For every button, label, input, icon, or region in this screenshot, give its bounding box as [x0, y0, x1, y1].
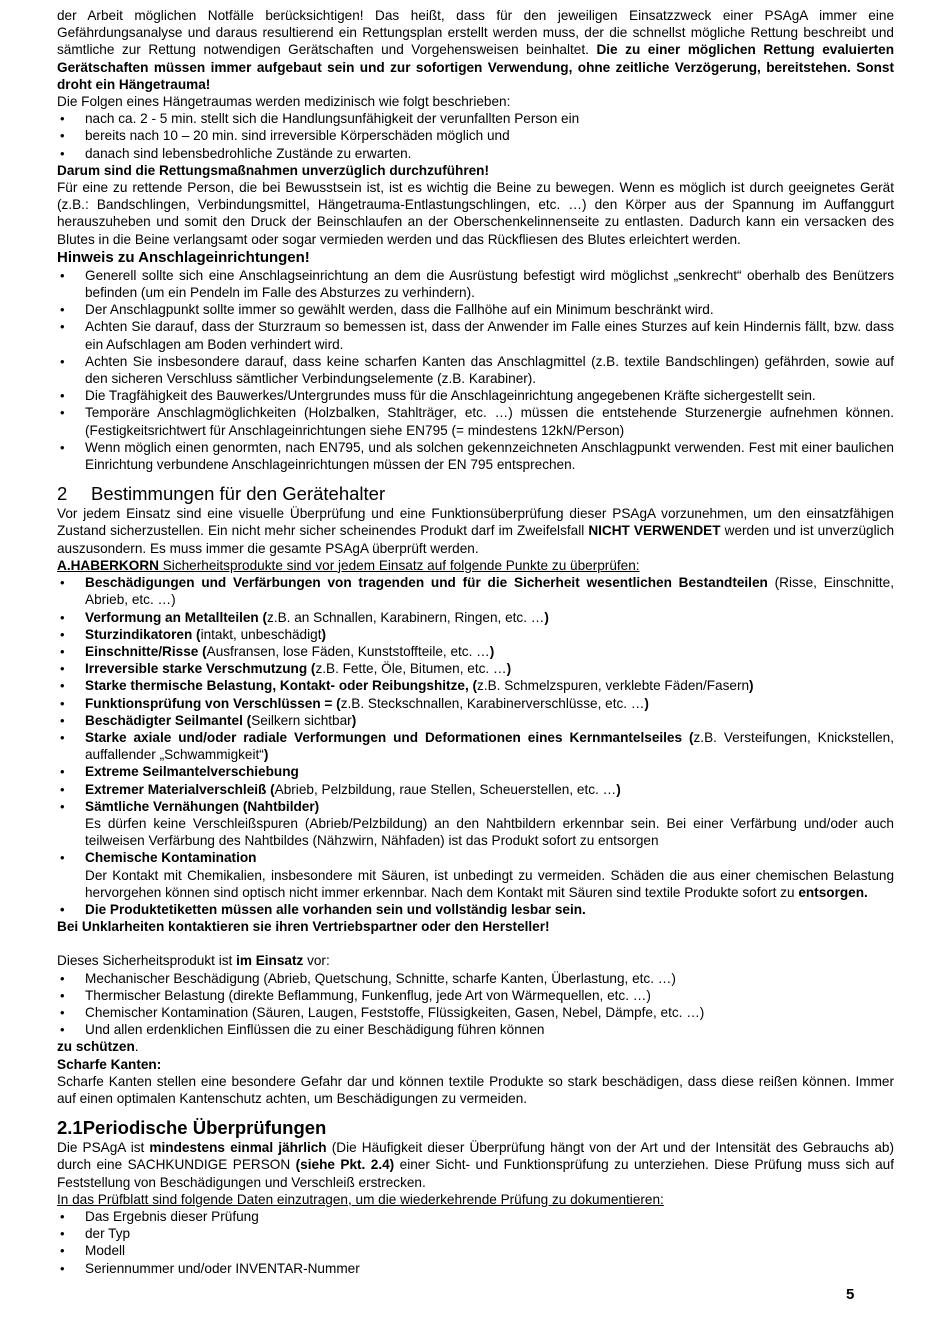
- protection-intro: Dieses Sicherheitsprodukt ist im Einsatz vor:: [57, 953, 330, 969]
- rescue-urgent-note: Darum sind die Rettungsmaßnahmen unverzüglich durchzuführen!: [57, 162, 490, 178]
- inspection-sheet-intro: In das Prüfblatt sind folgende Daten einzutragen, um die wiederkehrende Prüfung zu dokumentieren:: [57, 1191, 664, 1207]
- check-item: • Beschädigungen und Verfärbungen von tragenden und für die Sicherheit wesentlichen Bestandteilen (Risse, Einschnitte, Abrieb, etc. …): [57, 574, 894, 608]
- check-item: • Verformung an Metallteilen (z.B. an Schnallen, Karabinern, Ringen, etc. …): [57, 609, 894, 626]
- list-item: • danach sind lebensbedrohliche Zustände zu erwarten.: [57, 145, 894, 162]
- list-item: • Modell: [57, 1242, 894, 1259]
- section-title: Periodische Überprüfungen: [82, 1117, 327, 1139]
- consequences-list: [57, 110, 894, 162]
- rescue-equipment-note: Die zu einer möglichen Rettung evaluierten Gerätschaften müssen immer aufgebaut sein und zur sofortigen Verwendung, ohne zeitliche Verzögerung, bereitstehen. Sonst droht ein Hängetrauma!: [57, 42, 894, 92]
- anchor-heading: Hinweis zu Anschlageinrichtungen!: [57, 248, 310, 266]
- check-item: • Starke axiale und/oder radiale Verformungen und Deformationen eines Kernmantelseiles (z.B. Versteifungen, Knickstellen, auffallender „Schwammigkeit“): [57, 729, 894, 763]
- brand-name: A.HABERKORN: [57, 557, 159, 573]
- check-item: • Einschnitte/Risse (Ausfransen, lose Fäden, Kunststoffteile, etc. …): [57, 643, 894, 660]
- list-item: • Mechanischer Beschädigung (Abrieb, Quetschung, Schnitte, scharfe Kanten, Überlastung, etc. …): [57, 970, 894, 987]
- periodic-check-paragraph: Die PSAgA ist mindestens einmal jährlich (Die Häufigkeit dieser Überprüfung hängt von der Art und der Intensität des Gebrauchs ab) durch eine SACHKUNDIGE PERSON (siehe Pkt. 2.4) einer Sicht- und Funktionsprüfung zu unterziehen. Diese Prüfung muss sich auf Feststellung von Beschädigungen und Verschleiß erstrecken.: [57, 1140, 894, 1190]
- check-intro: A.HABERKORN Sicherheitsprodukte sind vor jedem Einsatz auf folgende Punkte zu überprüfen:: [57, 557, 640, 573]
- check-item: • Funktionsprüfung von Verschlüssen = (z.B. Steckschnallen, Karabinerverschlüsse, etc. …): [57, 695, 894, 712]
- check-item: • Irreversible starke Verschmutzung (z.B. Fette, Öle, Bitumen, etc. …): [57, 660, 894, 677]
- consequences-intro: Die Folgen eines Hängetraumas werden medizinisch wie folgt beschrieben:: [57, 94, 511, 110]
- section-title: Bestimmungen für den Gerätehalter: [91, 483, 386, 505]
- page-number: 5: [846, 1286, 855, 1303]
- sharp-edges-paragraph: Scharfe Kanten stellen eine besondere Gefahr dar und können textile Produkte so stark beschädigen, dass diese reißen können. Immer auf einen optimalen Kantenschutz achten, um Beschädigungen zu vermeiden.: [57, 1073, 894, 1106]
- list-item: • Der Anschlagpunkt sollte immer so gewählt werden, dass die Fallhöhe auf ein Minimum beschränkt wird.: [57, 301, 894, 318]
- list-item: • Seriennummer und/oder INVENTAR-Nummer: [57, 1260, 894, 1277]
- list-item: • Wenn möglich einen genormten, nach EN795, und als solchen gekennzeichneten Anschlagpunkt verwenden. Fest mit einer baulichen Einrichtung verbundene Anschlageinrichtungen müssen der EN 795 entsprechen.: [57, 439, 894, 473]
- list-item: • Achten Sie insbesondere darauf, dass keine scharfen Kanten das Anschlagmittel (z.B. textile Bandschlingen) gefährden, sowie auf den sicheren Verschluss sämtlicher Verbindungselemente (z.B. Karabiner).: [57, 353, 894, 387]
- hazard-list: [57, 970, 894, 1039]
- check-item: • Beschädigter Seilmantel (Seilkern sichtbar): [57, 712, 894, 729]
- check-item: • Extreme Seilmantelverschiebung: [57, 763, 894, 780]
- protection-outro: zu schützen.: [57, 1039, 139, 1055]
- check-item-chemical: • Chemische Kontamination Der Kontakt mit Chemikalien, insbesondere mit Säuren, ist unbedingt zu vermeiden. Schäden die aus einer chemischen Belastung hervorgehen können sind optisch nicht immer erkennbar. Nach dem Kontakt mit Säuren sind textile Produkte sofort zu entsorgen.: [57, 849, 894, 901]
- check-item-seams: • Sämtliche Vernähungen (Nahtbilder) Es dürfen keine Verschleißspuren (Abrieb/Pelzbildung) an den Nahtbildern erkennbar sein. Bei einer Verfärbung und/oder auch teilweisen Verfärbung des Nahtbildes (Nähzwirn, Nähfaden) ist das Produkt sofort zu entsorgen: [57, 798, 894, 850]
- document-page: [57, 7, 894, 1277]
- section-2-intro: Vor jedem Einsatz sind eine visuelle Überprüfung und eine Funktionsüberprüfung dieser PSAgA vorzunehmen, um den einsatzfähigen Zustand sicherzustellen. Ein nicht mehr sicher scheinendes Produkt darf im Zweifelsfall NICHT VERWENDET werden und ist unverzüglich auszusondern. Es muss immer die gesamte PSAgA überprüft werden.: [57, 506, 895, 556]
- section-2-1-heading: [57, 1116, 894, 1139]
- list-item: • Das Ergebnis dieser Prüfung: [57, 1208, 894, 1225]
- list-item: • Achten Sie darauf, dass der Sturzraum so bemessen ist, dass der Anwender im Falle eines Sturzes auf kein Hindernis fällt, bzw. dass ein Aufschlagen am Boden verhindert wird.: [57, 318, 894, 352]
- anchor-list: [57, 267, 894, 473]
- contact-note: Bei Unklarheiten kontaktieren sie ihren Vertriebspartner oder den Hersteller!: [57, 919, 550, 935]
- section-2-heading: [57, 482, 894, 505]
- intro-paragraph: der Arbeit möglichen Notfälle berücksichtigen! Das heißt, dass für den jeweiligen Einsatzzweck einer PSAgA immer eine Gefährdungsanalyse und daraus resultierend ein Rettungsplan erstellt werden muss, der die schnellst mögliche Rettung beschreibt und sämtliche zur Rettung notwendigen Gerätschaften und Vorgehensweisen beinhaltet. Die zu einer möglichen Rettung evaluierten Gerätschaften müssen immer aufgebaut sein und zur sofortigen Verwendung, ohne zeitliche Verzögerung, bereitstehen. Sonst droht ein Hängetrauma!: [57, 8, 894, 92]
- conscious-person-paragraph: Für eine zu rettende Person, die bei Bewusstsein ist, ist es wichtig die Beine zu bewegen. Wenn es möglich ist durch geeignetes Gerät (z.B.: Bandschlingen, Verbindungsmittel, Hängetrauma-Entlastungschlingen, etc. …) den Körper aus der Spannung im Auffanggurt herauszuheben und somit den Druck der Beinschlaufen an der Oberschenkelinnenseite zu entlasten. Dadurch kann ein versacken des Blutes in die Beine verlangsamt oder sogar vermieden werden und das Rückfliesen des Blutes erleichtert werden.: [57, 180, 894, 247]
- check-list: [57, 574, 894, 918]
- list-item: • Temporäre Anschlagmöglichkeiten (Holzbalken, Stahlträger, etc. …) müssen die entstehende Sturzenergie aufnehmen können. (Festigkeitsrichtwert für Anschlageinrichtungen siehe EN795 (= mindestens 12kN/Person): [57, 404, 894, 438]
- inspection-fields-list: [57, 1208, 894, 1277]
- list-item: • Thermischer Belastung (direkte Beflammung, Funkenflug, jede Art von Wärmequellen, etc. …): [57, 987, 894, 1004]
- list-item: • Generell sollte sich eine Anschlagseinrichtung an dem die Ausrüstung befestigt wird möglichst „senkrecht“ oberhalb des Benützers befinden (um ein Pendeln im Falle des Absturzes zu verhindern).: [57, 267, 894, 301]
- list-item: • bereits nach 10 – 20 min. sind irreversible Körperschäden möglich und: [57, 127, 894, 144]
- check-item: • Extremer Materialverschleiß (Abrieb, Pelzbildung, raue Stellen, Scheuerstellen, etc. …): [57, 781, 894, 798]
- check-item: • Starke thermische Belastung, Kontakt- oder Reibungshitze, (z.B. Schmelzspuren, verklebte Fäden/Fasern): [57, 677, 894, 694]
- list-item: • Die Tragfähigkeit des Bauwerkes/Untergrundes muss für die Anschlageinrichtung angegebenen Kräfte sichergestellt sein.: [57, 387, 894, 404]
- list-item: • Chemischer Kontamination (Säuren, Laugen, Feststoffe, Flüssigkeiten, Gasen, Nebel, Dämpfe, etc. …): [57, 1004, 894, 1021]
- list-item: • nach ca. 2 - 5 min. stellt sich die Handlungsunfähigkeit der verunfallten Person ein: [57, 110, 894, 127]
- list-item: • der Typ: [57, 1225, 894, 1242]
- check-item-labels: • Die Produktetiketten müssen alle vorhanden sein und vollständig lesbar sein.: [57, 901, 894, 918]
- list-item: • Und allen erdenklichen Einflüssen die zu einer Beschädigung führen können: [57, 1021, 894, 1038]
- sharp-edges-heading: Scharfe Kanten:: [57, 1056, 162, 1072]
- section-number: 2: [57, 483, 68, 505]
- check-item: • Sturzindikatoren (intakt, unbeschädigt): [57, 626, 894, 643]
- section-number: 2.1: [57, 1117, 83, 1139]
